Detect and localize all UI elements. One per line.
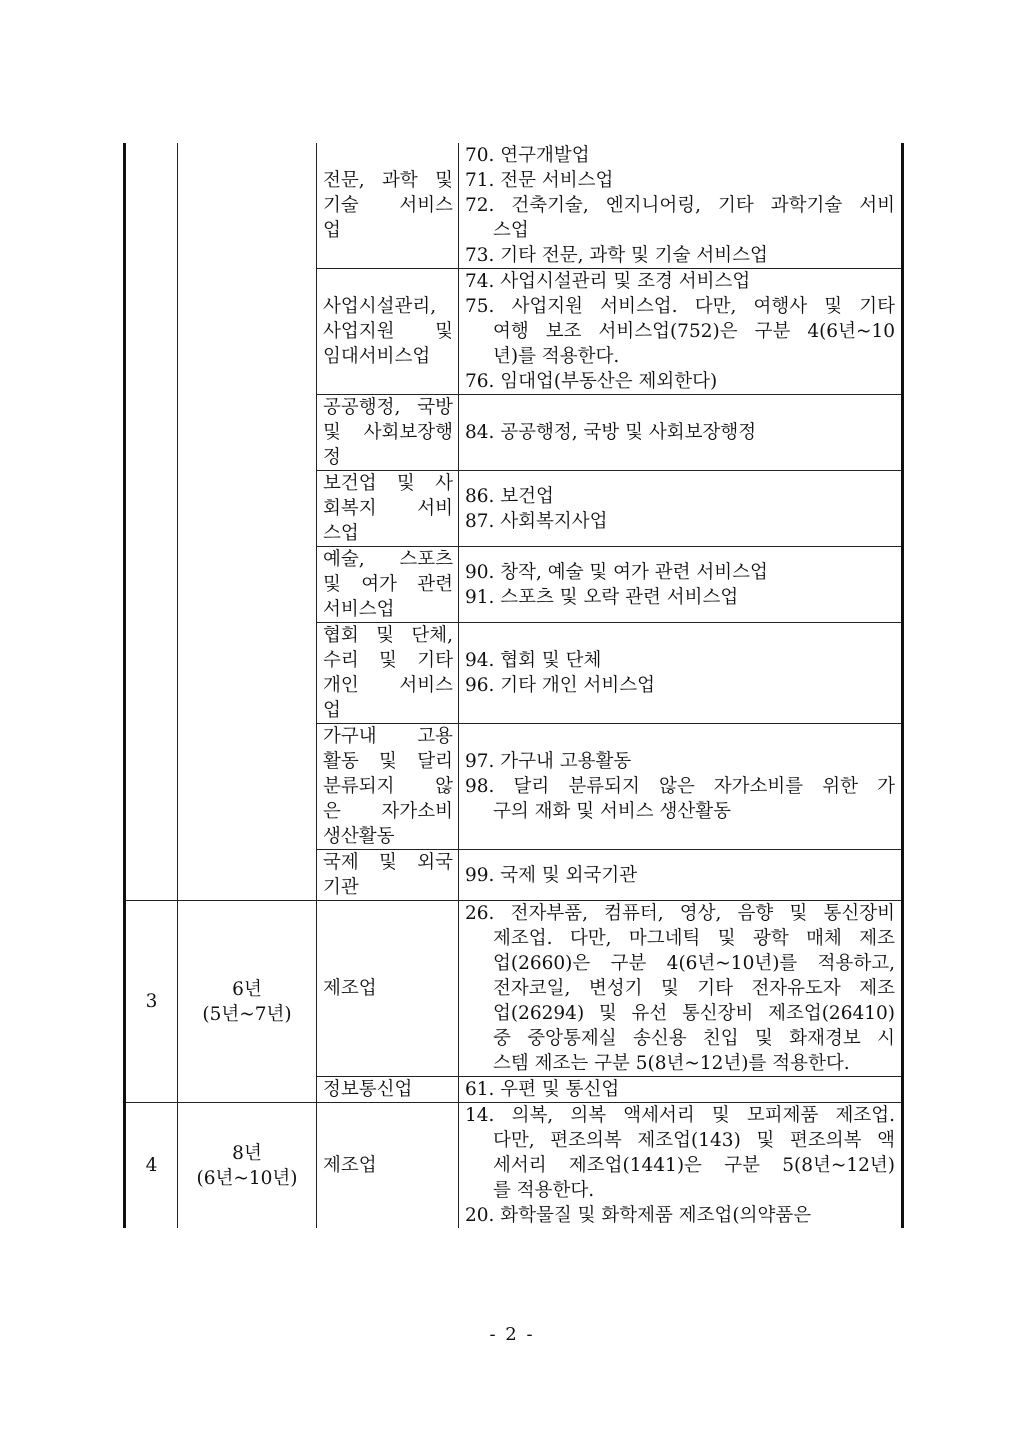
period-range: (5년~7년)	[202, 1003, 292, 1025]
group-number-cell	[125, 1103, 178, 1229]
item-first-line: 91. 스포츠 및 오락 관련 서비스업	[465, 586, 739, 608]
industry-label-line: 회복지 서비	[323, 498, 453, 519]
period-range: (6년~10년)	[196, 1167, 298, 1189]
classification-item	[465, 484, 895, 509]
industry-label-line: 사업지원 및	[323, 321, 453, 342]
item-first-line: 14. 의복, 의복 액세서리 및 모피제품 제조업.	[465, 1105, 895, 1126]
classification-item	[465, 168, 895, 193]
classification-cell	[459, 623, 903, 724]
industry-cell	[317, 1103, 459, 1229]
group-number-cell	[125, 143, 178, 901]
classification-item	[465, 420, 895, 445]
classification-cell	[459, 1077, 903, 1103]
industry-label-line: 및 사회보장행	[323, 422, 453, 443]
classification-cell	[459, 395, 903, 471]
item-continuation-line: 업(2660)은 구분 4(6년~10년)를 적용하고,	[493, 953, 895, 974]
industry-cell	[317, 1077, 459, 1103]
classification-item	[465, 749, 895, 774]
item-continuation-line: 스템 제조는 구분 5(8년~12년)를 적용한다.	[493, 1053, 850, 1074]
industry-label-line: 예술, 스포츠	[323, 549, 453, 570]
classification-item	[465, 193, 895, 243]
classification-item	[465, 294, 895, 369]
item-continuation-line: 를 적용한다.	[493, 1180, 595, 1201]
item-continuation-line: 세서리 제조업(1441)은 구분 5(8년~12년)	[493, 1155, 895, 1176]
industry-label-line: 임대서비스업	[323, 346, 431, 367]
industry-label-line: 전문, 과학 및	[323, 170, 453, 191]
industry-label-line: 스업	[323, 523, 359, 544]
table-row	[125, 1103, 903, 1229]
industry-label-line: 활동 및 달리	[323, 751, 453, 772]
item-first-line: 99. 국제 및 외국기관	[465, 864, 638, 886]
classification-item	[465, 648, 895, 673]
item-continuation-line: 다만, 편조의복 제조업(143) 및 편조의복 액	[493, 1130, 895, 1151]
classification-item	[465, 863, 895, 888]
classification-item	[465, 1103, 895, 1203]
industry-label-line: 국제 및 외국	[323, 852, 453, 873]
industry-label-line: 정	[323, 447, 341, 468]
item-first-line: 87. 사회복지사업	[465, 510, 608, 532]
classification-cell	[459, 850, 903, 901]
standard-period: 8년	[232, 1142, 262, 1164]
item-continuation-line: 년)를 적용한다.	[493, 346, 620, 367]
item-continuation-line: 구의 재화 및 서비스 생산활동	[493, 801, 731, 822]
industry-label-line: 정보통신업	[323, 1079, 413, 1100]
item-first-line: 98. 달리 분류되지 않은 자가소비를 위한 가	[465, 776, 895, 797]
classification-item	[465, 243, 895, 268]
group-number: 3	[145, 991, 158, 1012]
industry-label-line: 업	[323, 700, 341, 721]
item-first-line: 97. 가구내 고용활동	[465, 751, 632, 772]
industry-label-line: 및 여가 관련	[323, 574, 453, 595]
classification-item	[465, 269, 895, 294]
industry-label-line: 서비스업	[323, 599, 395, 620]
classification-item	[465, 1203, 895, 1228]
industry-label-line: 기술 서비스	[323, 195, 453, 216]
classification-item	[465, 673, 895, 698]
industry-label-line: 제조업	[323, 1155, 377, 1176]
item-first-line: 20. 화학물질 및 화학제품 제조업(의약품은	[465, 1205, 812, 1226]
service-period-cell	[178, 901, 317, 1103]
industry-cell	[317, 471, 459, 547]
item-first-line: 86. 보건업	[465, 485, 554, 507]
item-continuation-line: 중 중앙통제실 송신용 친입 및 화재경보 시	[493, 1028, 895, 1049]
industry-label-line: 업	[323, 220, 341, 241]
industry-label-line: 공공행정, 국방	[323, 397, 453, 418]
item-continuation-line: 전자코일, 변성기 및 기타 전자유도자 제조	[493, 978, 895, 999]
classification-item	[465, 774, 895, 824]
item-continuation-line: 스업	[493, 220, 529, 241]
service-period-cell	[178, 1103, 317, 1229]
service-period-cell	[178, 143, 317, 901]
classification-cell	[459, 901, 903, 1077]
classification-cell	[459, 724, 903, 850]
industry-cell	[317, 269, 459, 395]
industry-cell	[317, 143, 459, 269]
item-first-line: 74. 사업시설관리 및 조경 서비스업	[465, 271, 751, 292]
item-first-line: 71. 전문 서비스업	[465, 170, 614, 191]
industry-cell	[317, 547, 459, 623]
item-first-line: 96. 기타 개인 서비스업	[465, 675, 656, 696]
item-first-line: 90. 창작, 예술 및 여가 관련 서비스업	[465, 561, 768, 583]
classification-item	[465, 560, 895, 585]
industry-label-line: 분류되지 않	[323, 776, 453, 797]
item-first-line: 75. 사업지원 서비스업. 다만, 여행사 및 기타	[465, 296, 895, 317]
item-first-line: 72. 건축기술, 엔지니어링, 기타 과학기술 서비	[465, 195, 895, 216]
industry-label-line: 협회 및 단체,	[323, 625, 453, 646]
group-number: 4	[145, 1155, 158, 1176]
item-first-line: 94. 협회 및 단체	[465, 650, 602, 671]
item-continuation-line: 업(26294) 및 유선 통신장비 제조업(26410)	[493, 1003, 895, 1024]
industry-cell	[317, 395, 459, 471]
item-continuation-line: 여행 보조 서비스업(752)은 구분 4(6년~10	[493, 321, 895, 342]
classification-cell	[459, 269, 903, 395]
industry-label-line: 사업시설관리,	[323, 296, 437, 317]
standard-period: 6년	[232, 978, 262, 1000]
industry-cell	[317, 623, 459, 724]
classification-cell	[459, 143, 903, 269]
classification-cell	[459, 547, 903, 623]
classification-item	[465, 585, 895, 610]
industry-label-line: 생산활동	[323, 826, 395, 847]
classification-cell	[459, 471, 903, 547]
classification-item	[465, 369, 895, 394]
classification-cell	[459, 1103, 903, 1229]
item-first-line: 76. 임대업(부동산은 제외한다)	[465, 371, 718, 392]
industry-label-line: 제조업	[323, 978, 377, 999]
item-first-line: 26. 전자부품, 컴퓨터, 영상, 음향 및 통신장비	[465, 903, 895, 924]
industry-cell	[317, 850, 459, 901]
industry-cell	[317, 724, 459, 850]
classification-item	[465, 509, 895, 534]
industry-classification-table	[123, 143, 904, 1228]
industry-label-line: 은 자가소비	[323, 801, 453, 822]
page-number: - 2 -	[489, 1324, 535, 1345]
classification-item	[465, 901, 895, 1076]
item-first-line: 84. 공공행정, 국방 및 사회보장행정	[465, 422, 757, 443]
industry-label-line: 수리 및 기타	[323, 650, 453, 671]
industry-label-line: 가구내 고용	[323, 726, 453, 747]
classification-item	[465, 143, 895, 168]
industry-cell	[317, 901, 459, 1077]
industry-label-line: 개인 서비스	[323, 675, 453, 696]
table-row	[125, 901, 903, 1077]
industry-label-line: 보건업 및 사	[323, 473, 453, 494]
group-number-cell	[125, 901, 178, 1103]
item-first-line: 73. 기타 전문, 과학 및 기술 서비스업	[465, 245, 768, 266]
industry-label-line: 기관	[323, 877, 359, 898]
item-first-line: 61. 우편 및 통신업	[465, 1079, 620, 1100]
item-continuation-line: 제조업. 다만, 마그네틱 및 광학 매체 제조	[493, 928, 895, 949]
item-first-line: 70. 연구개발업	[465, 145, 590, 166]
table-row	[125, 143, 903, 269]
classification-item	[465, 1077, 895, 1102]
